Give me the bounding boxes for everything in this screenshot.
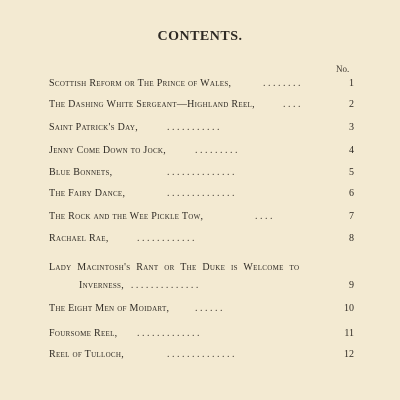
entry-title: Jenny Come Down to Jock, [49,145,167,156]
dot-leader: . . . . . . . . . . . . . . [167,188,235,199]
dot-leader: . . . . . . . . . . . . . [137,328,200,339]
entry-number: 9 [349,280,354,291]
dot-leader: . . . . [283,99,301,110]
dot-leader: . . . . . . . . . . . [167,122,220,133]
entry-title-line2: Inverness, [79,280,125,291]
entry-title: The Dashing White Sergeant—Highland Reel, [49,99,255,110]
entry-number: 6 [349,188,354,199]
entry-number: 5 [349,167,354,178]
contents-entry [49,349,354,360]
dot-leader: . . . . . . . . . . . . . . [130,280,199,291]
contents-entry [49,262,354,291]
dot-leader: . . . . . . . . . [195,145,238,156]
dot-leader: . . . . . . [195,303,223,314]
entry-title: Saint Patrick's Day, [49,122,139,133]
contents-entry [49,122,354,133]
entry-title: Reel of Tulloch, [49,349,125,360]
dot-leader: . . . . . . . . . . . . [137,233,195,244]
entry-title: Rachael Rae, [49,233,109,244]
entry-number: 7 [349,211,354,222]
contents-entry [49,303,354,314]
contents-entry [49,328,354,339]
contents-entry [49,233,354,244]
dot-leader: . . . . . . . . . . . . . . [167,167,235,178]
dot-leader: . . . . . . . . . . . . . . [167,349,235,360]
entry-title: The Fairy Dance, [49,188,126,199]
entry-number: 4 [349,145,354,156]
entry-title: Scottish Reform or The Prince of Wales, [49,78,232,89]
dot-leader: . . . . . . . . [263,78,301,89]
entry-number: 1 [349,78,354,89]
contents-entry [49,211,354,222]
dot-leader: . . . . [255,211,273,222]
contents-entry [49,99,354,110]
entry-number: 8 [349,233,354,244]
number-column-header: No. [336,64,350,74]
entry-number: 10 [344,303,354,314]
page-title: CONTENTS. [157,29,243,44]
contents-entry [49,167,354,178]
entry-title: Blue Bonnets, [49,167,113,178]
entry-number: 3 [349,122,354,133]
entry-title: The Eight Men of Moidart, [49,303,170,314]
entry-title-continuation [79,280,198,291]
entry-title: Foursome Reel, [49,328,118,339]
entry-title: The Rock and the Wee Pickle Tow, [49,211,204,222]
contents-entry [49,145,354,156]
entry-number: 2 [349,99,354,110]
entry-title: Lady Macintosh's Rant or The Duke is Welcome to [49,262,300,273]
contents-entry [49,78,354,89]
entry-number: 11 [344,328,354,339]
contents-entry [49,188,354,199]
entry-number: 12 [344,349,354,360]
